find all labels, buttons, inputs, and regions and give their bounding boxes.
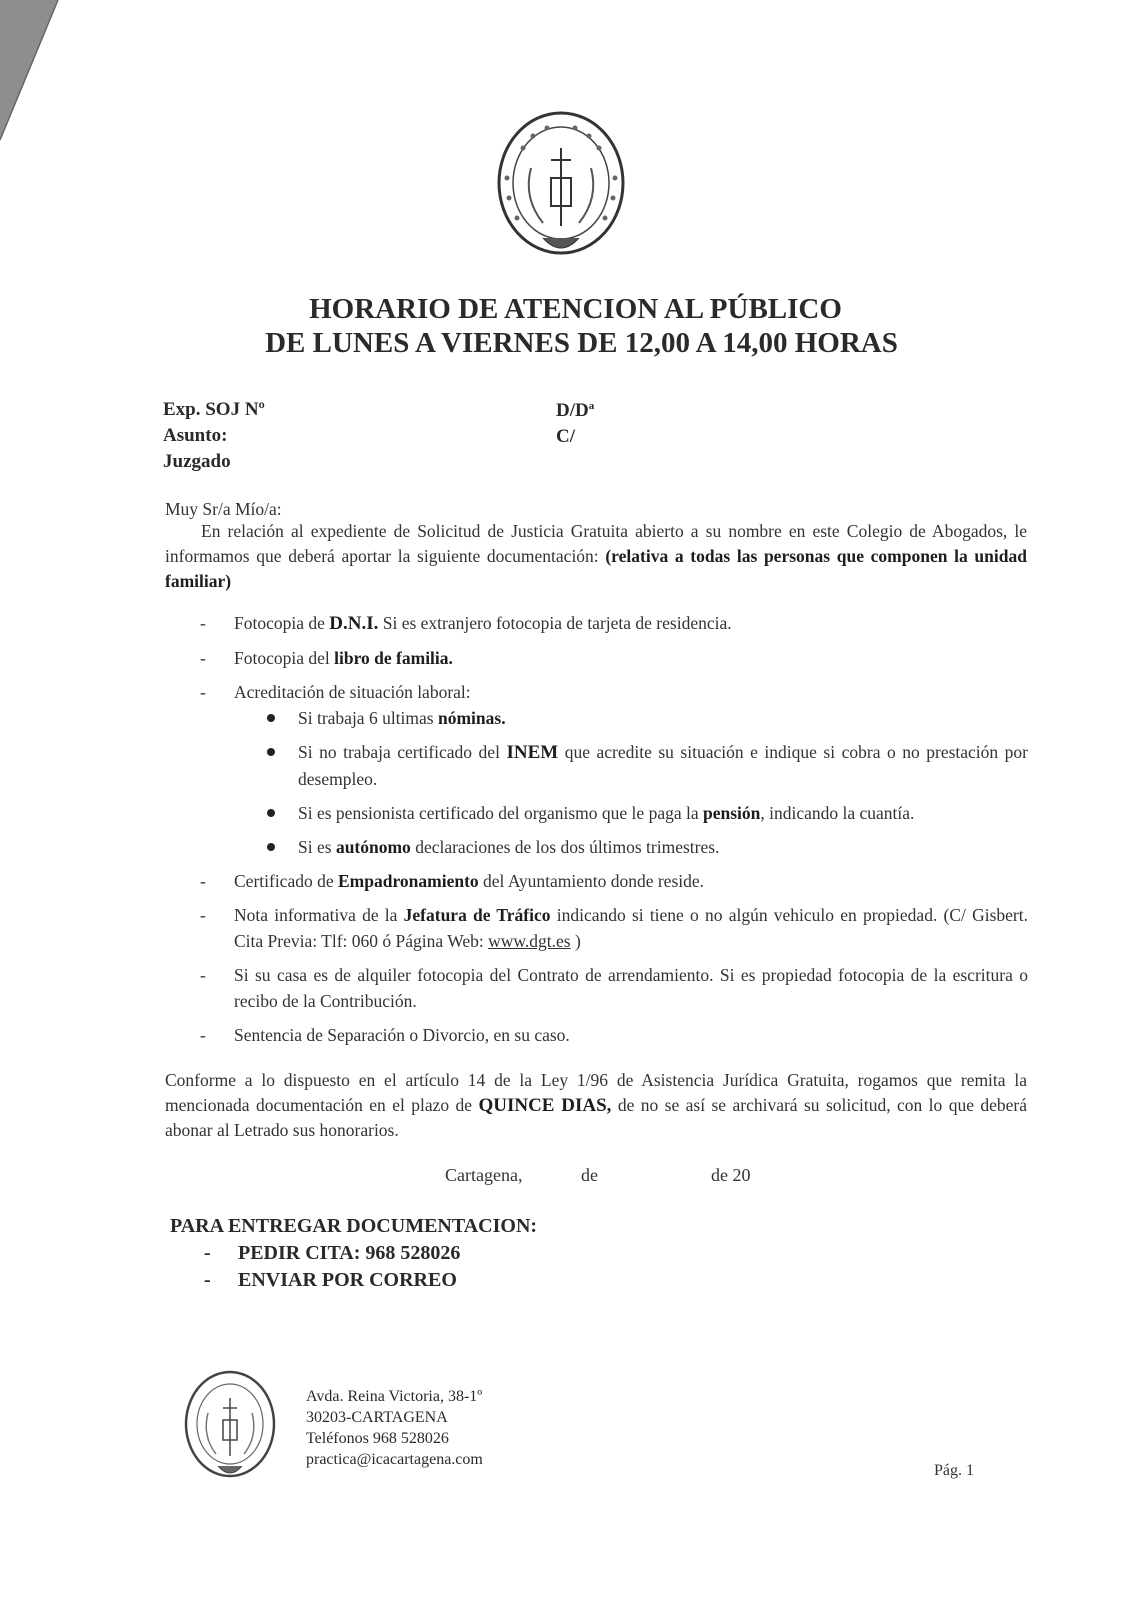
list-item-sentencia: - Sentencia de Separación o Divorcio, en su caso. (200, 1025, 570, 1045)
place-city: Cartagena, (445, 1165, 523, 1185)
page-title-line-2: DE LUNES A VIERNES DE 12,00 A 14,00 HORAS (265, 327, 898, 359)
delivery-item-correo: - ENVIAR POR CORREO (204, 1269, 457, 1291)
college-seal-logo (493, 108, 629, 268)
delivery-instructions (170, 1213, 537, 1294)
laboral-sublist (234, 705, 1028, 860)
bullet-icon (267, 809, 275, 817)
list-item-jefatura-trafico: - Nota informativa de la Jefatura de Tráfico indicando si tiene o no algún vehiculo en propiedad. (C/ Gisbert. Cita Previa: Tlf: 060 ó Página Web: www.dgt.es ) (200, 905, 1028, 951)
list-item-libro-familia: - Fotocopia del libro de familia. (200, 648, 453, 668)
list-item-empadronamiento: - Certificado de Empadronamiento del Ayuntamiento donde reside. (200, 871, 705, 891)
file-fields-right (556, 393, 594, 450)
dd-label: $D/D^a$ (556, 400, 595, 421)
contact-address-block (306, 1386, 483, 1470)
sublist-item-pension: Si es pensionista certificado del organismo que le paga la pensión, indicando la cuantía. (234, 800, 1028, 826)
juzgado-label: Juzgado (163, 451, 231, 472)
list-item-situacion-laboral: - Acreditación de situación laboral: Si trabaja 6 ultimas nóminas. Si no trabaja certificado del INEM que acredite su situación e indique si cobra o no prestación por desempleo. Si es pensionista certificado del organismo que le paga la pensión, indicando la cuantía. Si es autónomo declaraciones de los dos últimos trimestres. (200, 679, 1028, 860)
bullet-icon (267, 714, 275, 722)
sublist-item-autonomo: Si es autónomo declaraciones de los dos últimos trimestres. (234, 834, 1028, 860)
sublist-item-inem: Si no trabaja certificado del INEM que acredite su situación e indique si cobra o no prestación por desempleo. (234, 739, 1028, 792)
legal-notice-paragraph: Conforme a lo dispuesto en el artículo 14 de la Ley 1/96 de Asistencia Jurídica Gratuita, rogamos que remita la mencionada documentación en el plazo de QUINCE DIAS, de no se así se archivará su solicitud, con lo que deberá abonar al Letrado sus honorarios. (165, 1070, 1028, 1140)
list-item-alquiler: - Si su casa es de alquiler fotocopia del Contrato de arrendamiento. Si es propiedad fotocopia de la escritura o recibo de la Contribución. (200, 965, 1028, 1011)
address-street: Avda. Reina Victoria, 38-1º (306, 1388, 483, 1405)
greeting: Muy Sr/a Mío/a: (165, 499, 282, 519)
delivery-heading: PARA ENTREGAR DOCUMENTACION: (170, 1215, 538, 1237)
delivery-item-cita: - PEDIR CITA: 968 528026 (204, 1242, 461, 1264)
dgt-website-link[interactable]: www.dgt.es (488, 931, 571, 951)
place-date-de: de (581, 1165, 598, 1185)
file-fields-left (163, 397, 265, 475)
intro-paragraph: En relación al expediente de Solicitud de Justicia Gratuita abierto a su nombre en este Colegio de Abogados, le informamos que deberá aportar la siguiente documentación: (relativa a todas las personas que componen la unidad familiar) (165, 521, 1027, 591)
address-phone: Teléfonos 968 528026 (306, 1430, 449, 1447)
page-title-line-1: HORARIO DE ATENCION AL PÚBLICO (309, 293, 842, 325)
page-number: Pág. 1 (934, 1462, 974, 1479)
folded-corner (0, 0, 70, 150)
sublist-item-nominas: Si trabaja 6 ultimas nóminas. (234, 705, 1028, 731)
college-seal-small-logo (180, 1368, 280, 1488)
place-date-year: de 20 (711, 1165, 751, 1185)
list-item-dni: - Fotocopia de D.N.I. Si es extranjero fotocopia de tarjeta de residencia. (200, 613, 732, 634)
asunto-label: Asunto: (163, 425, 228, 446)
address-postal-city: 30203-CARTAGENA (306, 1409, 448, 1426)
address-c-label: C/ (556, 426, 575, 447)
bullet-icon (267, 748, 275, 756)
required-documents-list (200, 610, 1028, 1056)
bullet-icon (267, 843, 275, 851)
exp-soj-label: Exp. SOJ Nº (163, 399, 265, 420)
address-email[interactable]: practica@icacartagena.com (306, 1451, 483, 1468)
